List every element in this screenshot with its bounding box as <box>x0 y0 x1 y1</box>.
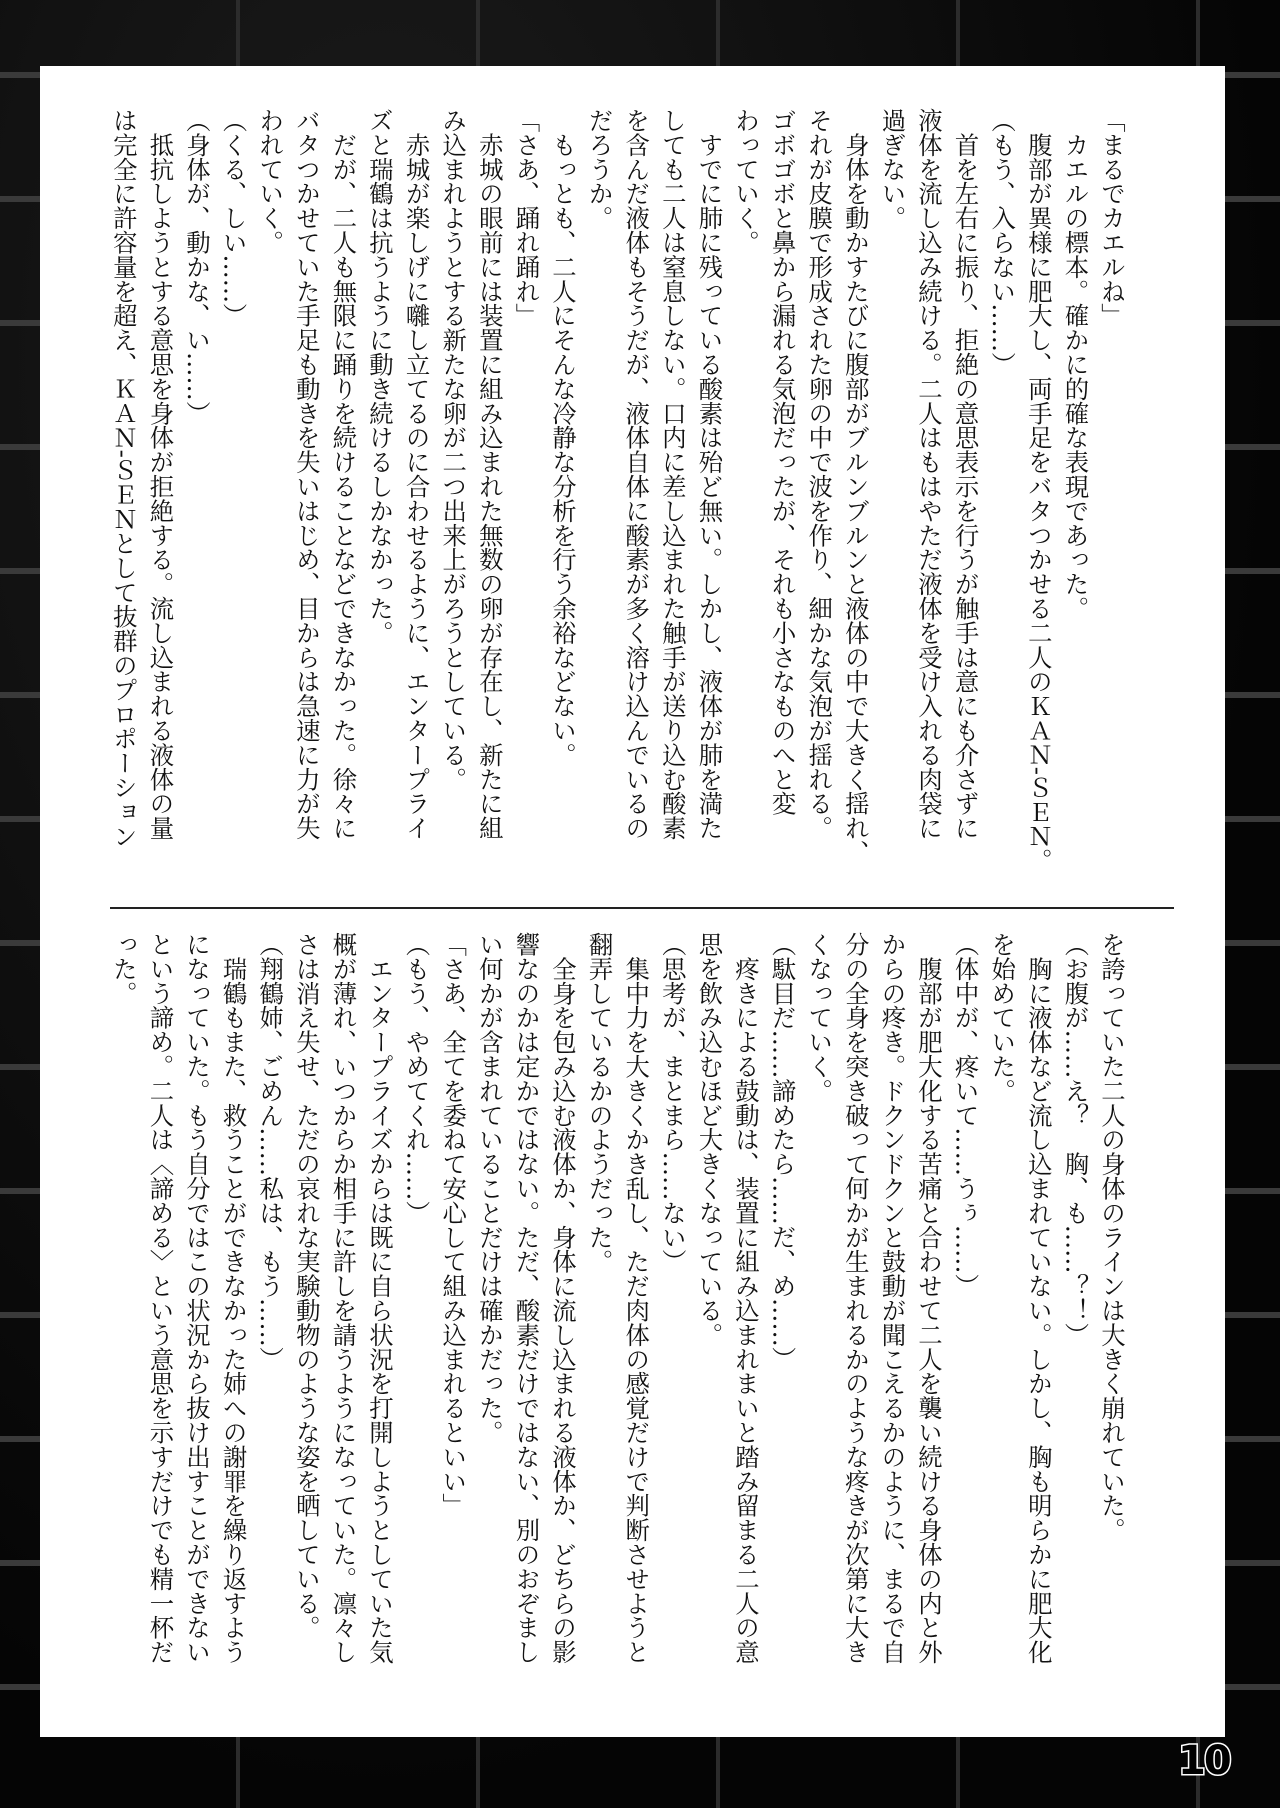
text-column: い何かが含まれていることだけは確かだった。 <box>474 932 504 1445</box>
page-number: 10 <box>1178 1738 1230 1784</box>
text-column: 「さあ、踊れ踊れ」 <box>511 108 541 328</box>
text-column: 赤城の眼前には装置に組み込まれた無数の卵が存在し、新たに組 <box>474 108 504 840</box>
text-column: 胸に液体など流し込まれていない。しかし、胸も明らかに肥大化 <box>1023 932 1053 1664</box>
text-column: を含んだ液体もそうだが、液体自体に酸素が多く溶け込んでいるの <box>621 108 651 840</box>
section-divider <box>110 907 1174 909</box>
text-column: （もう、入らない……） <box>987 108 1017 377</box>
text-column: 身体を動かすたびに腹部がブルンブルンと液体の中で大きく揺れ、 <box>840 108 870 865</box>
text-column: 液体を流し込み続ける。二人はもはやただ液体を受け入れる肉袋に <box>914 108 943 840</box>
text-column: もっとも、二人にそんな冷静な分析を行う余裕などない。 <box>548 108 577 767</box>
text-column: 疼きによる鼓動は、装置に組み込まれまいと踏み留まる二人の意 <box>731 932 760 1664</box>
text-block-upper <box>110 108 1130 888</box>
text-column: だろうか。 <box>584 108 614 230</box>
text-column: わっていく。 <box>731 108 760 255</box>
text-column: 響なのかは定かではない。ただ、酸素だけではない、別のおぞまし <box>511 932 541 1664</box>
text-column: 「さあ、全てを委ねて安心して組み込まれるといい」 <box>438 932 468 1518</box>
text-column: 腹部が肥大化する苦痛と合わせて二人を襲い続ける身体の内と外 <box>914 932 943 1664</box>
text-column: を始めていた。 <box>987 932 1017 1103</box>
text-column: 全身を包み込む液体か、身体に流し込まれる液体か、どちらの影 <box>548 932 577 1664</box>
text-column: 腹部が異様に肥大し、両手足をバタつかせる二人のＫＡＮ-ＳＥＮ。 <box>1023 108 1053 873</box>
text-column: 抵抗しようとする意思を身体が拒絶する。流し込まれる液体の量 <box>145 108 175 840</box>
text-column: （体中が、疼いて……うぅ……） <box>950 932 980 1298</box>
text-column: からの疼き。ドクンドクンと鼓動が聞こえるかのように、まるで自 <box>877 932 907 1664</box>
text-column: 集中力を大きくかき乱し、ただ肉体の感覚だけで判断させようと <box>621 932 651 1664</box>
text-column: 瑞鶴もまた、救うことができなかった姉への謝罪を繰り返すよう <box>218 932 248 1664</box>
text-column: み込まれようとする新たな卵が二つ出来上がろうとしている。 <box>438 108 468 792</box>
text-column: しても二人は窒息しない。口内に差し込まれた触手が送り込む酸素 <box>657 108 687 840</box>
text-column: （駄目だ……諦めたら……だ、め……） <box>767 932 797 1372</box>
text-column: それが皮膜で形成された卵の中で波を作り、細かな気泡が揺れる。 <box>804 108 834 840</box>
text-column: カエルの標本。確かに的確な表現であった。 <box>1060 108 1090 621</box>
text-column: （思考が、まとまら……ない） <box>657 932 687 1274</box>
text-column: を誇っていた二人の身体のラインは大きく崩れていた。 <box>1097 932 1126 1542</box>
text-column: った。 <box>108 932 138 1006</box>
text-column: という諦め。二人は〈諦める〉という意思を示すだけでも精一杯だ <box>145 932 175 1664</box>
text-column: バタつかせていた手足も動きを失いはじめ、目からは急速に力が失 <box>291 108 321 840</box>
text-column: くなっていく。 <box>804 932 834 1103</box>
text-column: は完全に許容量を超え、ＫＡＮ-ＳＥＮとして抜群のプロポーション <box>108 108 138 849</box>
text-column: （もう、やめてくれ……） <box>401 932 431 1225</box>
text-column: （お腹が……え？ 胸、も……？！） <box>1060 932 1090 1347</box>
text-column: （翔鶴姉、ごめん……私は、もう……） <box>255 932 285 1372</box>
text-column: （くる、しい……） <box>218 108 248 328</box>
text-column: 首を左右に振り、拒絶の意思表示を行うが触手は意にも介さずに <box>950 108 980 840</box>
text-column: 翻弄しているかのようだった。 <box>584 932 614 1274</box>
text-column: 概が薄れ、いつからか相手に許しを請うようになっていた。凛々し <box>328 932 358 1664</box>
text-column: 過ぎない。 <box>877 108 907 230</box>
page-sheet <box>40 66 1225 1737</box>
text-column: すでに肺に残っている酸素は殆ど無い。しかし、液体が肺を満た <box>694 108 724 840</box>
text-column: 赤城が楽しげに囃し立てるのに合わせるように、エンタープライ <box>401 108 431 840</box>
text-column: （身体が、動かな、い……） <box>182 108 211 426</box>
text-column: 「まるでカエルね」 <box>1097 108 1126 328</box>
text-column: さは消え失せ、ただの哀れな実験動物のような姿を晒している。 <box>291 932 321 1640</box>
text-column: になっていた。もう自分ではこの状況から抜け出すことができない <box>182 932 211 1664</box>
text-column: エンタープライズからは既に自ら状況を打開しようとしていた気 <box>365 932 394 1664</box>
text-column: ズと瑞鶴は抗うように動き続けるしかなかった。 <box>365 108 394 645</box>
text-block-lower <box>110 932 1130 1712</box>
text-column: 分の全身を突き破って何かが生まれるかのような疼きが次第に大き <box>840 932 870 1664</box>
text-column: ゴボゴボと鼻から漏れる気泡だったが、それも小さなものへと変 <box>767 108 797 816</box>
text-column: われていく。 <box>255 108 285 255</box>
text-column: だが、二人も無限に踊りを続けることなどできなかった。徐々に <box>328 108 358 840</box>
text-column: 思を飲み込むほど大きくなっている。 <box>694 932 724 1347</box>
